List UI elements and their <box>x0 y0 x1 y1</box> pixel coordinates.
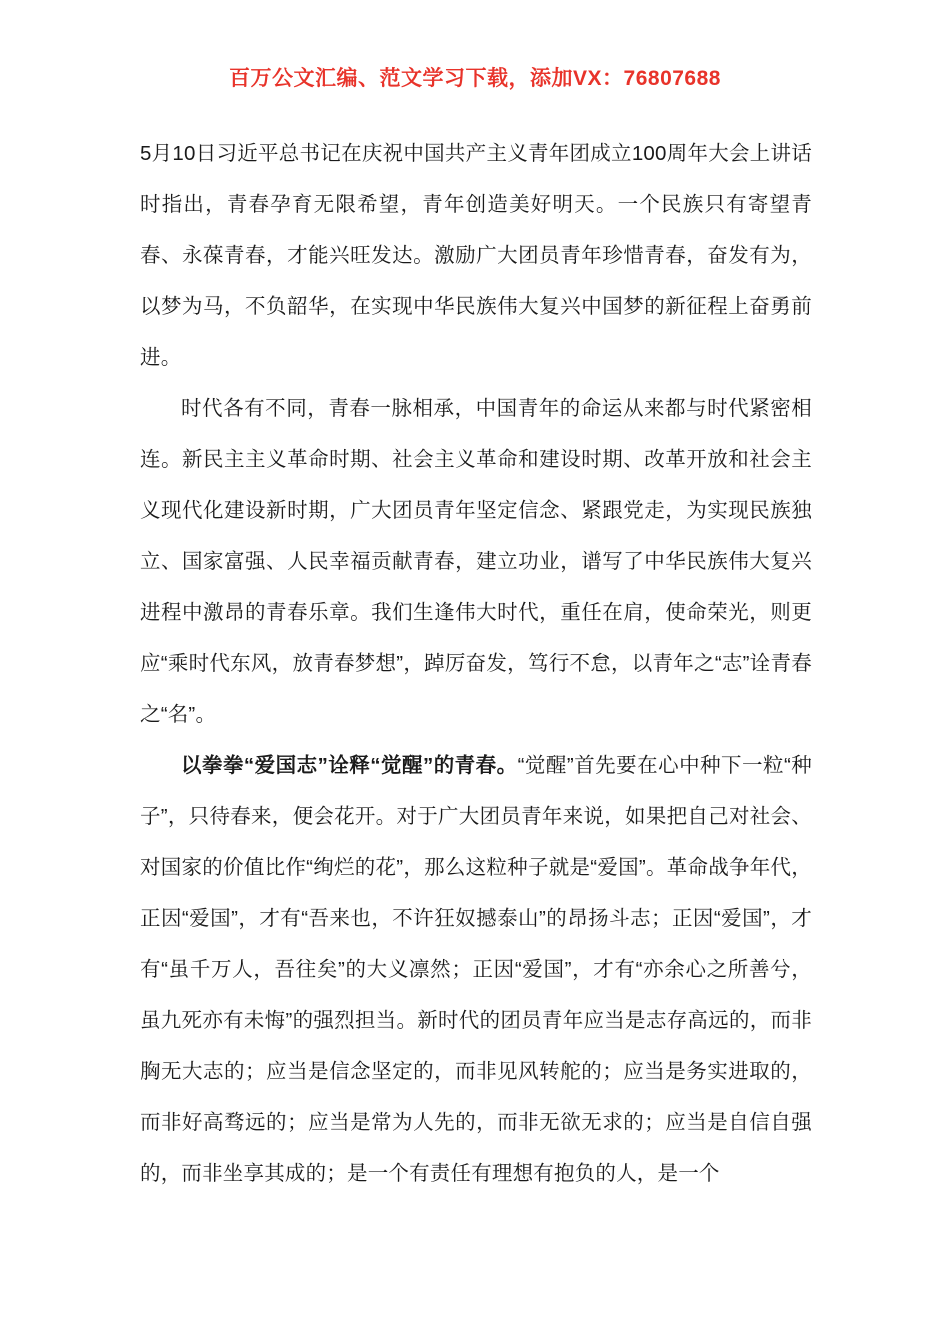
paragraph-2-text: 时代各有不同，青春一脉相承，中国青年的命运从来都与时代紧密相连。新民主主义革命时期、社会主义革命和建设时期、改革开放和社会主义现代化建设新时期，广大团员青年坚定信念、紧跟党走，为实现民族独立、国家富强、人民幸福贡献青春，建立功业，谱写了中华民族伟大复兴进程中激昂的青春乐章。我们生逢伟大时代，重任在肩，使命荣光，则更应“乘时代东风，放青春梦想”，踔厉奋发，笃行不怠，以青年之“志”诠青春之“名”。 <box>140 397 812 726</box>
paragraph-3-text: “觉醒”首先要在心中种下一粒“种子”，只待春来，便会花开。对于广大团员青年来说，如果把自己对社会、对国家的价值比作“绚烂的花”，那么这粒种子就是“爱国”。革命战争年代，正因“爱国”，才有“吾来也，不许狂奴撼泰山”的昂扬斗志；正因“爱国”，才有“虽千万人，吾往矣”的大义凛然；正因“爱国”，才有“亦余心之所善兮，虽九死亦有未悔”的强烈担当。新时代的团员青年应当是志存高远的，而非胸无大志的；应当是信念坚定的，而非见风转舵的；应当是务实进取的，而非好高骛远的；应当是常为人先的，而非无欲无求的；应当是自信自强的，而非坐享其成的；是一个有责任有理想有抱负的人，是一个 <box>140 754 812 1185</box>
paragraph-1 <box>140 128 812 383</box>
promo-banner-text: 百万公文汇编、范文学习下载，添加VX：76807688 <box>229 67 721 90</box>
document-body <box>140 128 812 1199</box>
paragraph-3-lead: 以拳拳“爱国志”诠释“觉醒”的青春。 <box>181 754 518 777</box>
paragraph-3 <box>140 740 812 1199</box>
paragraph-2 <box>140 383 812 740</box>
paragraph-1-text: 5月10日习近平总书记在庆祝中国共产主义青年团成立100周年大会上讲话时指出，青春孕育无限希望，青年创造美好明天。一个民族只有寄望青春、永葆青春，才能兴旺发达。激励广大团员青年珍惜青春，奋发有为，以梦为马，不负韶华，在实现中华民族伟大复兴中国梦的新征程上奋勇前进。 <box>140 142 812 369</box>
